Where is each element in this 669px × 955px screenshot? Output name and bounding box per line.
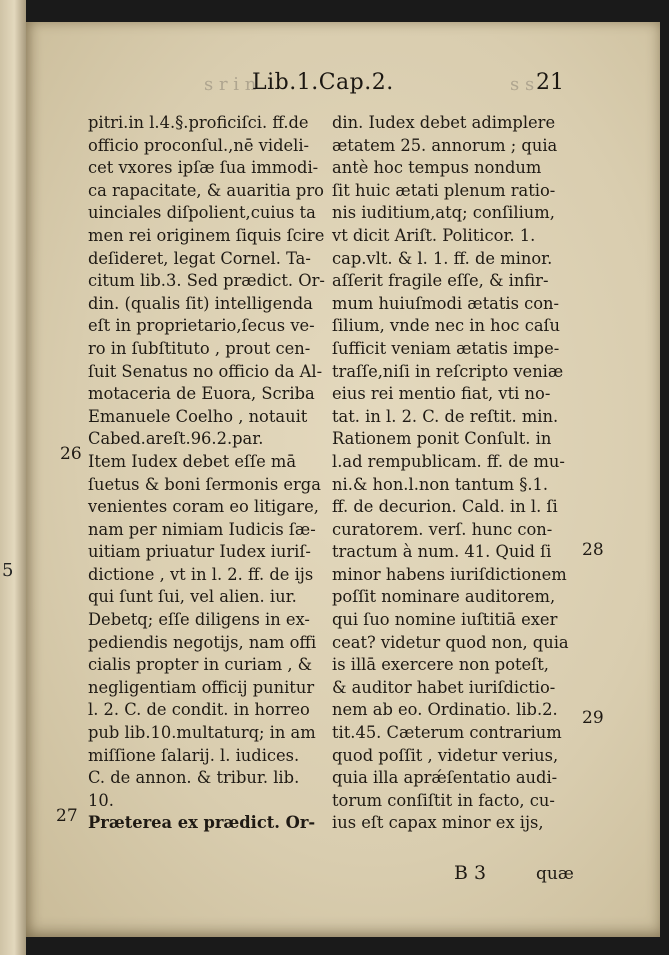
text-line: Cabed.areſt.96.2.par. <box>88 429 264 449</box>
text-line: ſuetus & boni ſermonis erga <box>88 474 321 494</box>
text-line: tit.45. Cæterum contrarium <box>332 723 562 743</box>
paragraph-number-28: 28 <box>582 540 604 560</box>
text-line: Rationem ponit Conſult. in <box>332 429 552 449</box>
paragraph-number-26: 26 <box>60 444 82 464</box>
text-line: ſuit Senatus no officio da Al- <box>88 361 323 381</box>
text-line: officio proconſul.,nē videli- <box>88 135 310 155</box>
text-line: ſufficit veniam ætatis impe- <box>332 338 560 358</box>
text-line: cet vxores ipſæ ſua immodi- <box>88 158 319 178</box>
paragraph-number-29: 29 <box>582 708 604 728</box>
text-line: traſſe,niſi in reſcripto veniæ <box>332 361 564 381</box>
text-line: ſit huic ætati plenum ratio- <box>332 180 556 200</box>
text-line: curatorem. verſ. hunc con- <box>332 519 553 539</box>
text-line: din. (qualis ſit) intelligenda <box>88 293 313 313</box>
left-page-edge <box>0 0 26 955</box>
text-line: Emanuele Coelho , notauit <box>88 406 308 426</box>
text-line: qui ſuo nomine iuſtitiā exer <box>332 610 558 630</box>
text-line: eius rei mentio fiat, vti no- <box>332 384 551 404</box>
text-line: ro in ſubſtituto , prout cen- <box>88 338 311 358</box>
text-line: minor habens iuriſdictionem <box>332 564 567 584</box>
page-number: 21 <box>536 70 564 95</box>
text-line: & auditor habet iuriſdictio- <box>332 677 556 697</box>
text-line: Debetq; eſſe diligens in ex- <box>88 610 310 630</box>
text-line: pediendis negotijs, nam offi <box>88 632 317 652</box>
text-line: Item Iudex debet eſſe mā <box>88 451 297 471</box>
text-line: torum conſiſtit in facto, cu- <box>332 790 555 810</box>
text-line: nis iuditium,atq; conſilium, <box>332 203 555 223</box>
left-margin-mark: 5 <box>2 560 14 581</box>
text-line: motaceria de Euora, Scriba <box>88 384 315 404</box>
text-line: negligentiam officij punitur <box>88 677 315 697</box>
text-line: quod poſſit , videtur verius, <box>332 745 559 765</box>
text-line: men rei originem ſiquis ſcire <box>88 225 325 245</box>
left-column <box>88 112 325 835</box>
header-faint-left: s r i n <box>204 74 257 95</box>
text-line: l. 2. C. de condit. in horreo <box>88 700 310 720</box>
text-line: ff. de decurion. Cald. in l. ſi <box>332 497 558 517</box>
signature-mark: B 3 <box>454 862 487 884</box>
book-page <box>26 22 660 937</box>
text-line: mum huiuſmodi ætatis con- <box>332 293 560 313</box>
text-line: 10. <box>88 790 114 810</box>
page-header <box>26 68 660 98</box>
text-line: venientes coram eo litigare, <box>88 497 319 517</box>
right-column <box>332 112 568 835</box>
text-line: tractum à num. 41. Quid ſi <box>332 542 552 562</box>
text-line: ætatem 25. annorum ; quia <box>332 135 558 155</box>
text-line: uitiam priuatur Iudex iuriſ- <box>88 542 311 562</box>
text-line: uinciales diſpolient,cuius ta <box>88 203 316 223</box>
text-line: miſſione ſalarij. l. iudices. <box>88 745 300 765</box>
running-title: Lib.1.Cap.2. <box>252 70 394 95</box>
text-line: cap.vlt. & l. 1. ff. de minor. <box>332 248 553 268</box>
text-line: is illā exercere non poteſt, <box>332 655 549 675</box>
text-line: l.ad rempublicam. ff. de mu- <box>332 451 565 471</box>
text-line: pitri.in l.4.§.proficiſci. ff.de <box>88 113 309 132</box>
text-line: aſſerit fragile eſſe, & infir- <box>332 271 549 291</box>
text-line: nam per nimiam Iudicis ſæ- <box>88 519 316 539</box>
catchword: quæ <box>536 864 574 884</box>
text-line: ius eſt capax minor ex ijs, <box>332 813 544 833</box>
text-line: eſt in proprietario,ſecus ve- <box>88 316 315 336</box>
text-line: deſideret, legat Cornel. Ta- <box>88 248 311 268</box>
text-line: pub lib.10.multaturq; in am <box>88 723 316 743</box>
paragraph-number-27: 27 <box>56 806 78 826</box>
header-faint-right: s s <box>510 74 535 95</box>
text-line: ca rapacitate, & auaritia pro <box>88 180 324 200</box>
text-line: citum lib.3. Sed prædict. Or- <box>88 271 325 291</box>
text-line: ni.& hon.l.non tantum §.1. <box>332 474 549 494</box>
text-line: poſſit nominare auditorem, <box>332 587 556 607</box>
text-line: vt dicit Ariſt. Politicor. 1. <box>332 225 536 245</box>
text-line: tat. in l. 2. C. de reſtit. min. <box>332 406 559 426</box>
text-line: qui ſunt ſui, vel alien. iur. <box>88 587 297 607</box>
text-line: din. Iudex debet adimplere <box>332 113 556 132</box>
text-line: nem ab eo. Ordinatio. lib.2. <box>332 700 558 720</box>
text-line: dictione , vt in l. 2. ff. de ijs <box>88 564 314 584</box>
text-line: ceat? videtur quod non, quia <box>332 632 569 652</box>
text-line: C. de annon. & tribur. lib. <box>88 768 300 788</box>
text-line: cialis propter in curiam , & <box>88 655 313 675</box>
text-line: Præterea ex prædict. Or- <box>88 813 316 833</box>
text-line: quia illa aprǽſentatio audi- <box>332 768 558 788</box>
text-line: antè hoc tempus nondum <box>332 158 542 178</box>
text-line: ſilium, vnde nec in hoc caſu <box>332 316 561 336</box>
